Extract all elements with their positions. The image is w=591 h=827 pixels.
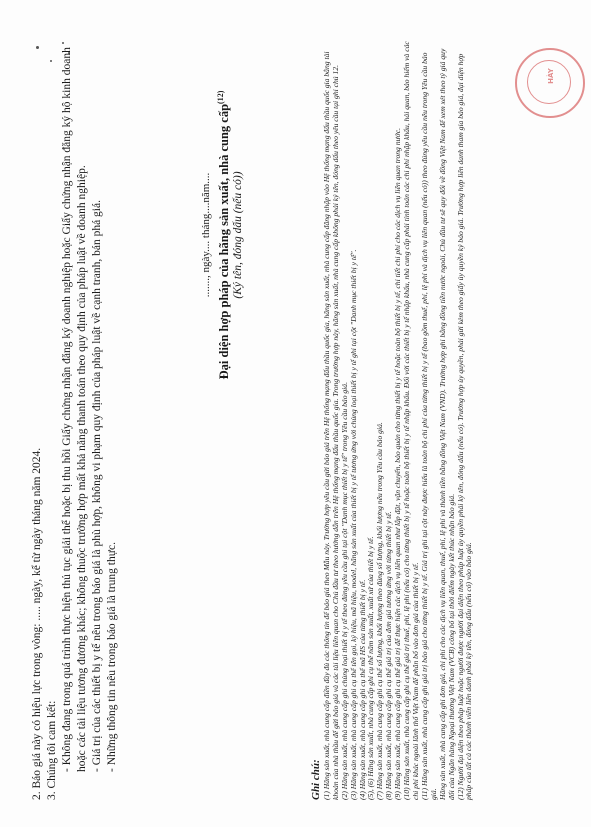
signature-title <box>216 70 232 400</box>
note-item: (2) Hãng sản xuất, nhà cung cấp ghi chủng loại thiết bị y tế theo đúng yêu cầu ghi tại cột "Danh mục thiết bị y tế" trong Yêu cầu báo giá. <box>339 382 349 800</box>
stamp-text: HÀY <box>547 68 555 84</box>
commitment-heading: 3. Chúng tôi cam kết: <box>46 700 58 800</box>
note-item: (4) Hãng sản xuất, nhà cung cấp ghi cụ thể mã HS của từng thiết bị y tế. <box>357 579 367 800</box>
note-item: (8) Hãng sản xuất, nhà cung cấp ghi cụ thể giá trị của đơn giá tương ứng với từng thiết bị y tế. <box>384 511 394 800</box>
validity-line: 2. Báo giá này có hiệu lực trong vòng: ..... ngày, kể từ ngày tháng năm 2024. <box>31 447 43 800</box>
signature-title-note: (12) <box>216 90 225 104</box>
note-item: (1) Hãng sản xuất, nhà cung cấp điền đầy đủ các thông tin để báo giá theo Mẫu này. Trường hợp yêu cầu gửi báo giá trên Hệ thống mạng đấu thầu quốc gia, hãng sản xuất, nhà cung cấp đăng nhập vào Hệ thống mạng đấu thầu quốc gia bằng tài khoản của nhà thầu để gửi báo giá và các tài liệu liên quan cho Chủ đầu tư theo hướng dẫn trên Hệ thống mạng đấu thầu quốc gia. Trong trường hợp này, hãng sản xuất, nhà cung cấp không phải ký tên, đóng dấu theo yêu cầu tại ghi chú 12. <box>321 51 340 800</box>
rotated-content <box>30 40 550 800</box>
commitment-item-1: - Không đang trong quá trình thực hiện thủ tục giải thể hoặc bị thu hồi Giấy chứng nhận đăng ký doanh nghiệp hoặc Giấy chứng nhận đăng ký hộ kinh doanh hoặc các tài liệu tương đương khác; không thuộc trường hợp mất khả năng thanh toán theo quy định của pháp luật về doanh nghiệp. <box>61 47 88 772</box>
note-item: (10) Hãng sản xuất, nhà cung cấp ghi cụ thể giá trị thuế, phí, lệ phí (nếu có) cho từng thiết bị y tế hoặc toàn bộ thiết bị y tế nhập khẩu. Đối với các thiết bị y tế nhập khẩu, nhà cung cấp phải tính toán các chi phí nhập khẩu, hải quan, bảo hiểm và các chi phí khác ngoài lãnh thổ Việt Nam để phân bổ vào đơn giá của thiết bị y tế. <box>402 41 420 800</box>
signature-block <box>200 70 244 400</box>
note-item: Hãng sản xuất, nhà cung cấp ghi đơn giá, chi phí cho các dịch vụ liên quan, thuế, phí, lệ phí và thành tiền bằng đồng Việt Nam (VND). Trường hợp ghi bằng đồng tiền nước ngoài, Chủ đầu tư sẽ quy đổi về đồng Việt Nam để xem xét theo tỷ giá quy đổi của Ngân hàng Ngoại thương Việt Nam (VCB) công bố tại thời điểm ngày kết thúc nhận báo giá. <box>437 48 456 800</box>
notes-section <box>312 40 474 800</box>
note-item: (9) Hãng sản xuất, nhà cung cấp ghi cụ thể giá trị để thực hiện các dịch vụ liên quan như lắp đặt, vận chuyển, bảo quản cho từng thiết bị y tế hoặc toàn bộ thiết bị y tế, chi tiết chi phí cho các dịch vụ liên quan trong nước. <box>393 128 403 800</box>
note-item: (12) Người đại diện theo pháp luật hoặc người được người đại diện theo pháp luật ủy quyền phải ký tên, đóng dấu (nếu có). Trường hợp ủy quyền, phải gửi kèm theo giấy ủy quyền ký báo giá. Trường hợp liên danh tham gia báo giá, đại diện hợp pháp của tất cả các thành viên liên danh phải ký tên, đóng dấu (nếu có) vào báo giá. <box>455 53 474 800</box>
commitment-item-3: - Những thông tin nêu trong báo giá là trung thực. <box>106 542 118 772</box>
signature-title-text: Đại diện hợp pháp của hãng sản xuất, nhà cung cấp <box>217 103 232 380</box>
note-item: (7) Hãng sản xuất, nhà cung cấp ghi cụ thể số lượng, khối lượng theo đúng số lượng, khối lượng nêu trong Yêu cầu báo giá. <box>375 422 385 800</box>
commitment-item-2: - Giá trị của các thiết bị y tế nêu trong báo giá là phù hợp, không vi phạm quy định của pháp luật về cạnh tranh, bán phá giá. <box>91 200 103 772</box>
note-item: (3) Hãng sản xuất, nhà cung cấp ghi cụ thể tên gọi, ký hiệu, mã hiệu, model, hãng sản xuất của thiết bị y tế tương ứng với chủng loại thiết bị y tế ghi tại cột "Danh mục thiết bị y tế". <box>348 249 358 800</box>
signature-subtitle: (Ký tên, đóng dấu (nếu có)) <box>232 171 245 299</box>
note-item: (11) Hãng sản xuất, nhà cung cấp ghi giá trị báo giá cho từng thiết bị y tế. Giá trị ghi tại cột này được hiểu là toàn bộ chi phí của từng thiết bị y tế (bao gồm thuế, phí, lệ phí và dịch vụ liên quan (nếu có)) theo đúng yêu cầu nêu trong Yêu cầu báo giá. <box>419 52 438 800</box>
notes-heading: Ghi chú: <box>310 759 322 800</box>
signature-date: ......., ngày.... tháng....năm.... <box>200 172 212 298</box>
note-item: (5), (6) Hãng sản xuất, nhà cung cấp ghi cụ thể năm sản xuất, xuất xứ của thiết bị y tế. <box>366 536 376 800</box>
commitment-section <box>30 40 120 800</box>
